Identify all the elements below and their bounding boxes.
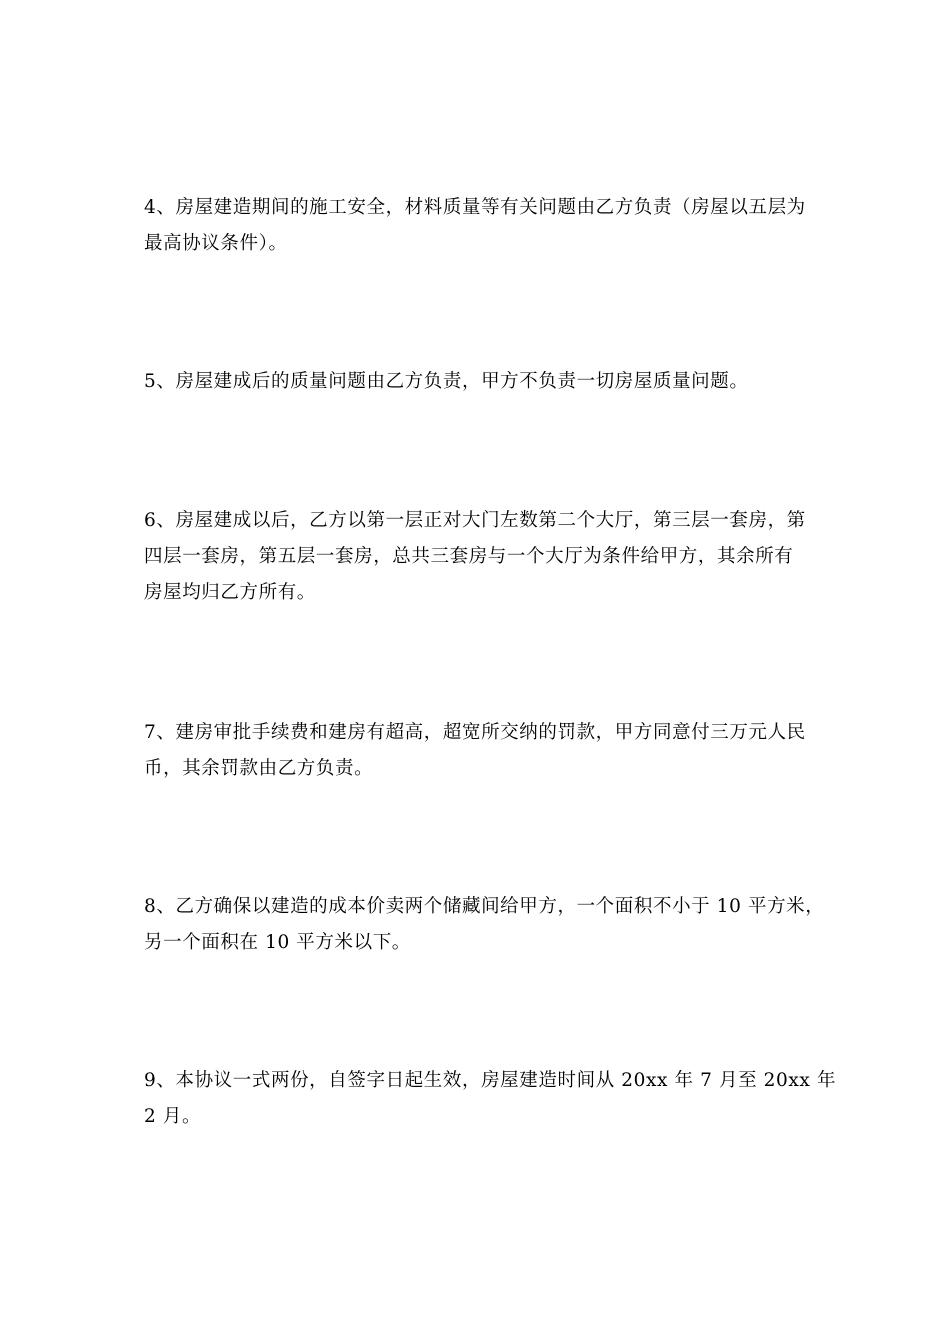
clause-line: 8、乙方确保以建造的成本价卖两个储藏间给甲方，一个面积不小于 10 平方米， [144, 896, 825, 917]
clause-line: 币，其余罚款由乙方负责。 [144, 758, 374, 779]
clause-line: 房屋均归乙方所有。 [144, 582, 316, 603]
clause-7 [144, 715, 808, 787]
clause-line: 9、本协议一式两份，自签字日起生效，房屋建造时间从 20xx 年 7 月至 20xx 年 [144, 1070, 837, 1091]
clause-5 [144, 364, 808, 400]
clause-line: 4、房屋建造期间的施工安全，材料质量等有关问题由乙方负责（房屋以五层为 [144, 197, 806, 218]
clause-8 [144, 889, 825, 961]
clause-line: 2 月。 [144, 1106, 202, 1127]
clause-line: 四层一套房，第五层一套房，总共三套房与一个大厅为条件给甲方，其余所有 [144, 546, 794, 567]
clause-line: 最高协议条件）。 [144, 233, 288, 254]
clause-line: 另一个面积在 10 平方米以下。 [144, 932, 411, 953]
clause-4 [144, 190, 808, 262]
clause-line: 5、房屋建成后的质量问题由乙方负责，甲方不负责一切房屋质量问题。 [144, 371, 749, 392]
clause-6 [144, 503, 808, 611]
clause-9 [144, 1063, 837, 1135]
clause-line: 7、建房审批手续费和建房有超高，超宽所交纳的罚款，甲方同意付三万元人民 [144, 722, 806, 743]
clause-line: 6、房屋建成以后，乙方以第一层正对大门左数第二个大厅，第三层一套房，第 [144, 510, 806, 531]
